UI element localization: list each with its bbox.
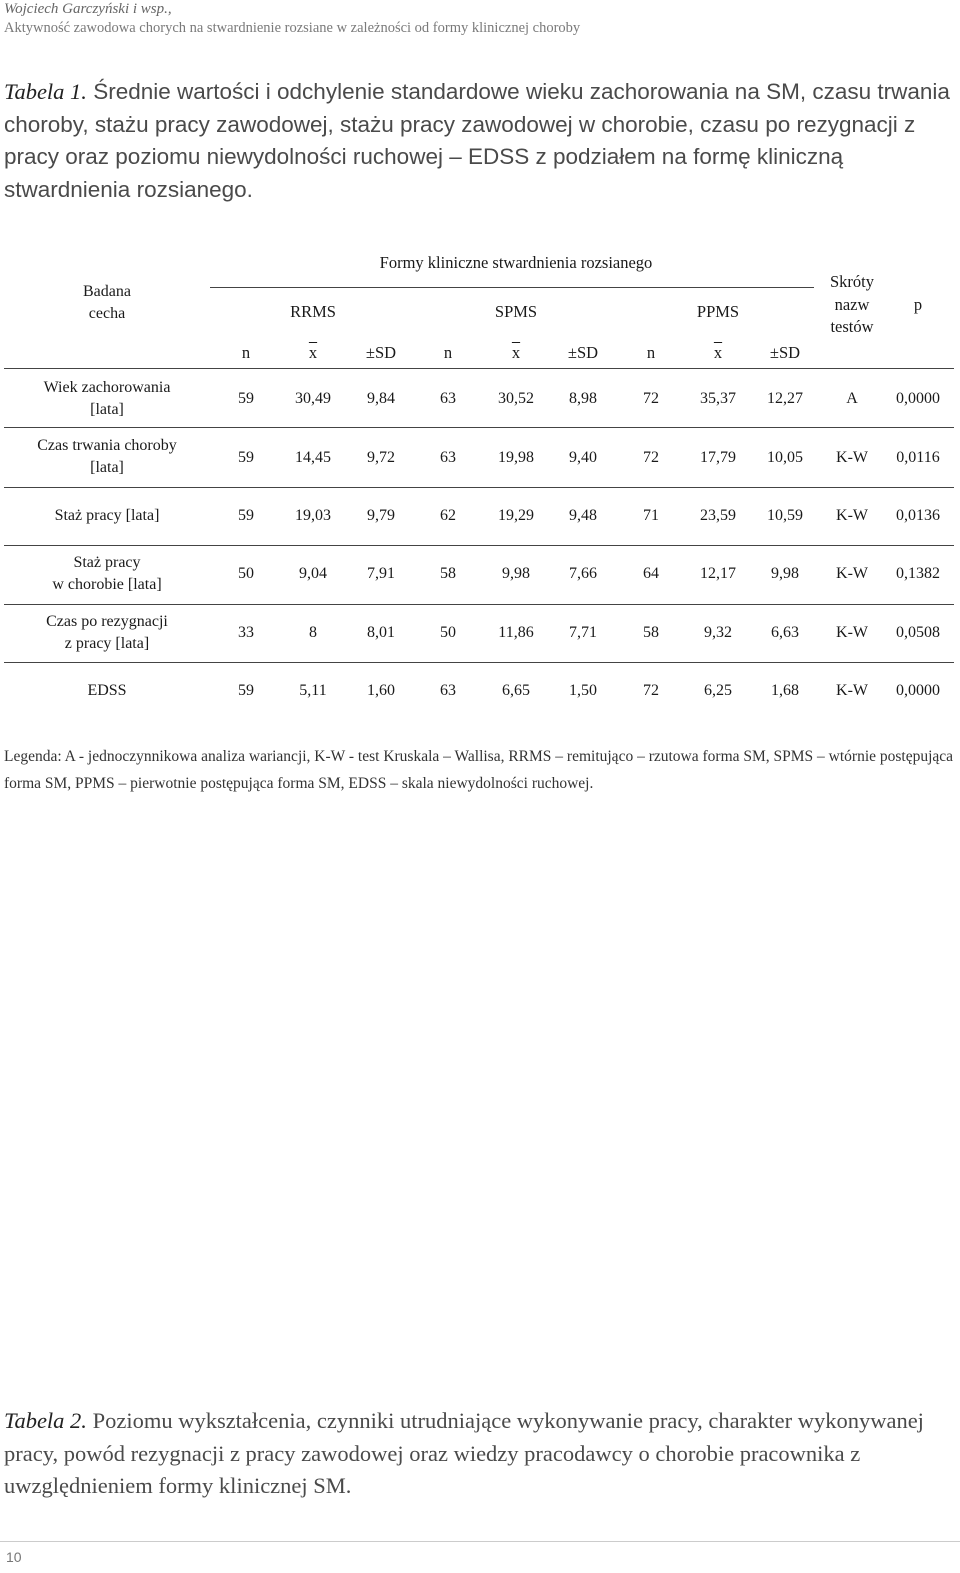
- row-label-age-onset: [4, 377, 210, 421]
- row-label-line1: Staż pracy [lata]: [54, 507, 160, 524]
- table2-caption-text: Poziomu wykształcenia, czynniki utrudniające wykonywanie pracy, charakter wykonywanej pracy, powód rezygnacji z pracy zawodowej oraz wiedzy pracodawcy o chorobie pracownika z uwzględnieniem formy klinicznej SM.: [4, 1408, 924, 1498]
- cell: 59: [238, 449, 254, 466]
- cell: 9,48: [569, 507, 597, 524]
- running-head-author: Wojciech Garczyński i wsp.,: [4, 1, 172, 17]
- cell: 63: [440, 682, 456, 699]
- header-tests: [830, 271, 874, 339]
- row-label-line1: EDSS: [87, 682, 127, 699]
- sub-n-rrms: n: [241, 343, 251, 362]
- row-rule: [4, 545, 954, 546]
- cell: 9,79: [367, 507, 395, 524]
- sub-sd-rrms: ±SD: [365, 343, 397, 362]
- cell: 23,59: [700, 507, 736, 524]
- cell-p: 0,0000: [896, 682, 940, 699]
- cell: 19,98: [498, 449, 534, 466]
- row-label-line1: Czas trwania choroby: [37, 437, 177, 454]
- row-rule: [4, 662, 954, 663]
- cell: 8,01: [367, 624, 395, 641]
- row-label-line1: Staż pracy: [73, 554, 141, 571]
- cell-p: 0,0116: [896, 449, 940, 466]
- header-p: p: [913, 295, 923, 314]
- cell-test: K-W: [836, 682, 868, 699]
- cell: 58: [643, 624, 659, 641]
- page-number: 10: [6, 1549, 22, 1565]
- header-tests-line1: Skróty: [829, 272, 875, 291]
- header-form-spms: SPMS: [494, 302, 538, 321]
- table1-legend: Legenda: A - jednoczynnikowa analiza wariancji, K-W - test Kruskala – Wallisa, RRMS – remitująco – rzutowa forma SM, SPMS – wtórnie postępująca forma SM, PPMS – pierwotnie postępująca forma SM, EDSS – skala niewydolności ruchowej.: [4, 748, 954, 792]
- cell: 9,40: [569, 449, 597, 466]
- cell-test: K-W: [836, 624, 868, 641]
- cell: 6,63: [771, 624, 799, 641]
- cell: 50: [238, 565, 254, 582]
- cell: 6,25: [704, 682, 732, 699]
- cell-p: 0,0000: [896, 390, 940, 407]
- cell: 59: [238, 390, 254, 407]
- cell: 33: [238, 624, 254, 641]
- sub-n-spms: n: [443, 343, 453, 362]
- cell: 1,60: [367, 682, 395, 699]
- cell: 7,71: [569, 624, 597, 641]
- cell: 30,49: [295, 390, 331, 407]
- table1-caption-text: Średnie wartości i odchylenie standardowe wieku zachorowania na SM, czasu trwania choroby, stażu pracy zawodowej, stażu pracy zawodowej w chorobie, czasu po rezygnacji z pracy oraz poziomu niewydolności ruchowej – EDSS z podziałem na formę kliniczną stwardnienia rozsianego.: [4, 79, 950, 202]
- cell-test: K-W: [836, 449, 868, 466]
- cell: 8: [309, 624, 317, 641]
- cell: 9,98: [502, 565, 530, 582]
- cell: 30,52: [498, 390, 534, 407]
- cell: 10,05: [767, 449, 803, 466]
- cell: 19,03: [295, 507, 331, 524]
- cell: 17,79: [700, 449, 736, 466]
- sub-mean-ppms: $\overline{x}$: [713, 343, 723, 362]
- header-form-rrms: RRMS: [290, 302, 336, 321]
- cell: 11,86: [498, 624, 534, 641]
- row-label-work-seniority: [4, 505, 210, 527]
- table1: [0, 0, 960, 720]
- cell: 59: [238, 507, 254, 524]
- cell: 14,45: [295, 449, 331, 466]
- header-group-rule: [210, 287, 814, 288]
- cell: 71: [643, 507, 659, 524]
- sub-mean-spms: $\overline{x}$: [511, 343, 521, 362]
- row-label-line2: [lata]: [90, 459, 124, 476]
- row-rule: [4, 487, 954, 488]
- sub-sd-spms: ±SD: [567, 343, 599, 362]
- row-label-line2: [lata]: [90, 401, 124, 418]
- cell: 72: [643, 449, 659, 466]
- cell: 6,65: [502, 682, 530, 699]
- cell: 7,91: [367, 565, 395, 582]
- table1-label: Tabela 1.: [4, 79, 87, 104]
- sub-n-ppms: n: [646, 343, 656, 362]
- header-rule: [4, 368, 954, 369]
- row-label-line2: w chorobie [lata]: [52, 576, 162, 593]
- cell-test: K-W: [836, 507, 868, 524]
- header-feature-line1: Badana: [83, 283, 131, 300]
- row-label-line1: Wiek zachorowania: [43, 379, 171, 396]
- table2-caption: [4, 1405, 954, 1503]
- footer-rule: [0, 1541, 960, 1542]
- cell: 19,29: [498, 507, 534, 524]
- cell: 64: [643, 565, 659, 582]
- cell: 7,66: [569, 565, 597, 582]
- cell-test: A: [846, 390, 858, 407]
- cell: 63: [440, 390, 456, 407]
- cell: 72: [643, 390, 659, 407]
- cell: 35,37: [700, 390, 736, 407]
- cell: 8,98: [569, 390, 597, 407]
- row-label-line2: z pracy [lata]: [64, 635, 150, 652]
- row-label-seniority-in-disease: [4, 552, 210, 596]
- cell: 63: [440, 449, 456, 466]
- cell: 9,32: [704, 624, 732, 641]
- cell: 9,84: [367, 390, 395, 407]
- cell: 10,59: [767, 507, 803, 524]
- cell-p: 0,0136: [896, 507, 940, 524]
- running-head-title: Aktywność zawodowa chorych na stwardnienie rozsiane w zależności od formy klinicznej choroby: [4, 20, 581, 36]
- cell: 58: [440, 565, 456, 582]
- cell: 1,50: [569, 682, 597, 699]
- header-group: Formy kliniczne stwardnienia rozsianego: [379, 253, 653, 272]
- row-label-disease-duration: [4, 435, 210, 479]
- cell: 9,04: [299, 565, 327, 582]
- sub-mean-rrms: $\overline{x}$: [308, 343, 318, 362]
- cell: 59: [238, 682, 254, 699]
- table2-label: Tabela 2.: [4, 1408, 87, 1433]
- cell-p: 0,0508: [896, 624, 940, 641]
- header-form-ppms: PPMS: [696, 302, 740, 321]
- cell: 62: [440, 507, 456, 524]
- row-label-edss: [4, 680, 210, 702]
- header-tests-line3: testów: [830, 317, 874, 336]
- cell-p: 0,1382: [896, 565, 940, 582]
- cell: 5,11: [299, 682, 327, 699]
- cell-test: K-W: [836, 565, 868, 582]
- header-tests-line2: nazw: [834, 294, 870, 314]
- cell: 12,17: [700, 565, 736, 582]
- cell: 50: [440, 624, 456, 641]
- row-label-time-after-resignation: [4, 611, 210, 655]
- row-label-line1: Czas po rezygnacji: [46, 613, 168, 630]
- cell: 12,27: [767, 390, 803, 407]
- cell: 9,98: [771, 565, 799, 582]
- header-feature: [4, 281, 210, 325]
- cell: 72: [643, 682, 659, 699]
- header-feature-line2: cecha: [88, 305, 126, 322]
- row-rule: [4, 427, 954, 428]
- sub-sd-ppms: ±SD: [769, 343, 801, 362]
- row-rule: [4, 604, 954, 605]
- cell: 9,72: [367, 449, 395, 466]
- cell: 1,68: [771, 682, 799, 699]
